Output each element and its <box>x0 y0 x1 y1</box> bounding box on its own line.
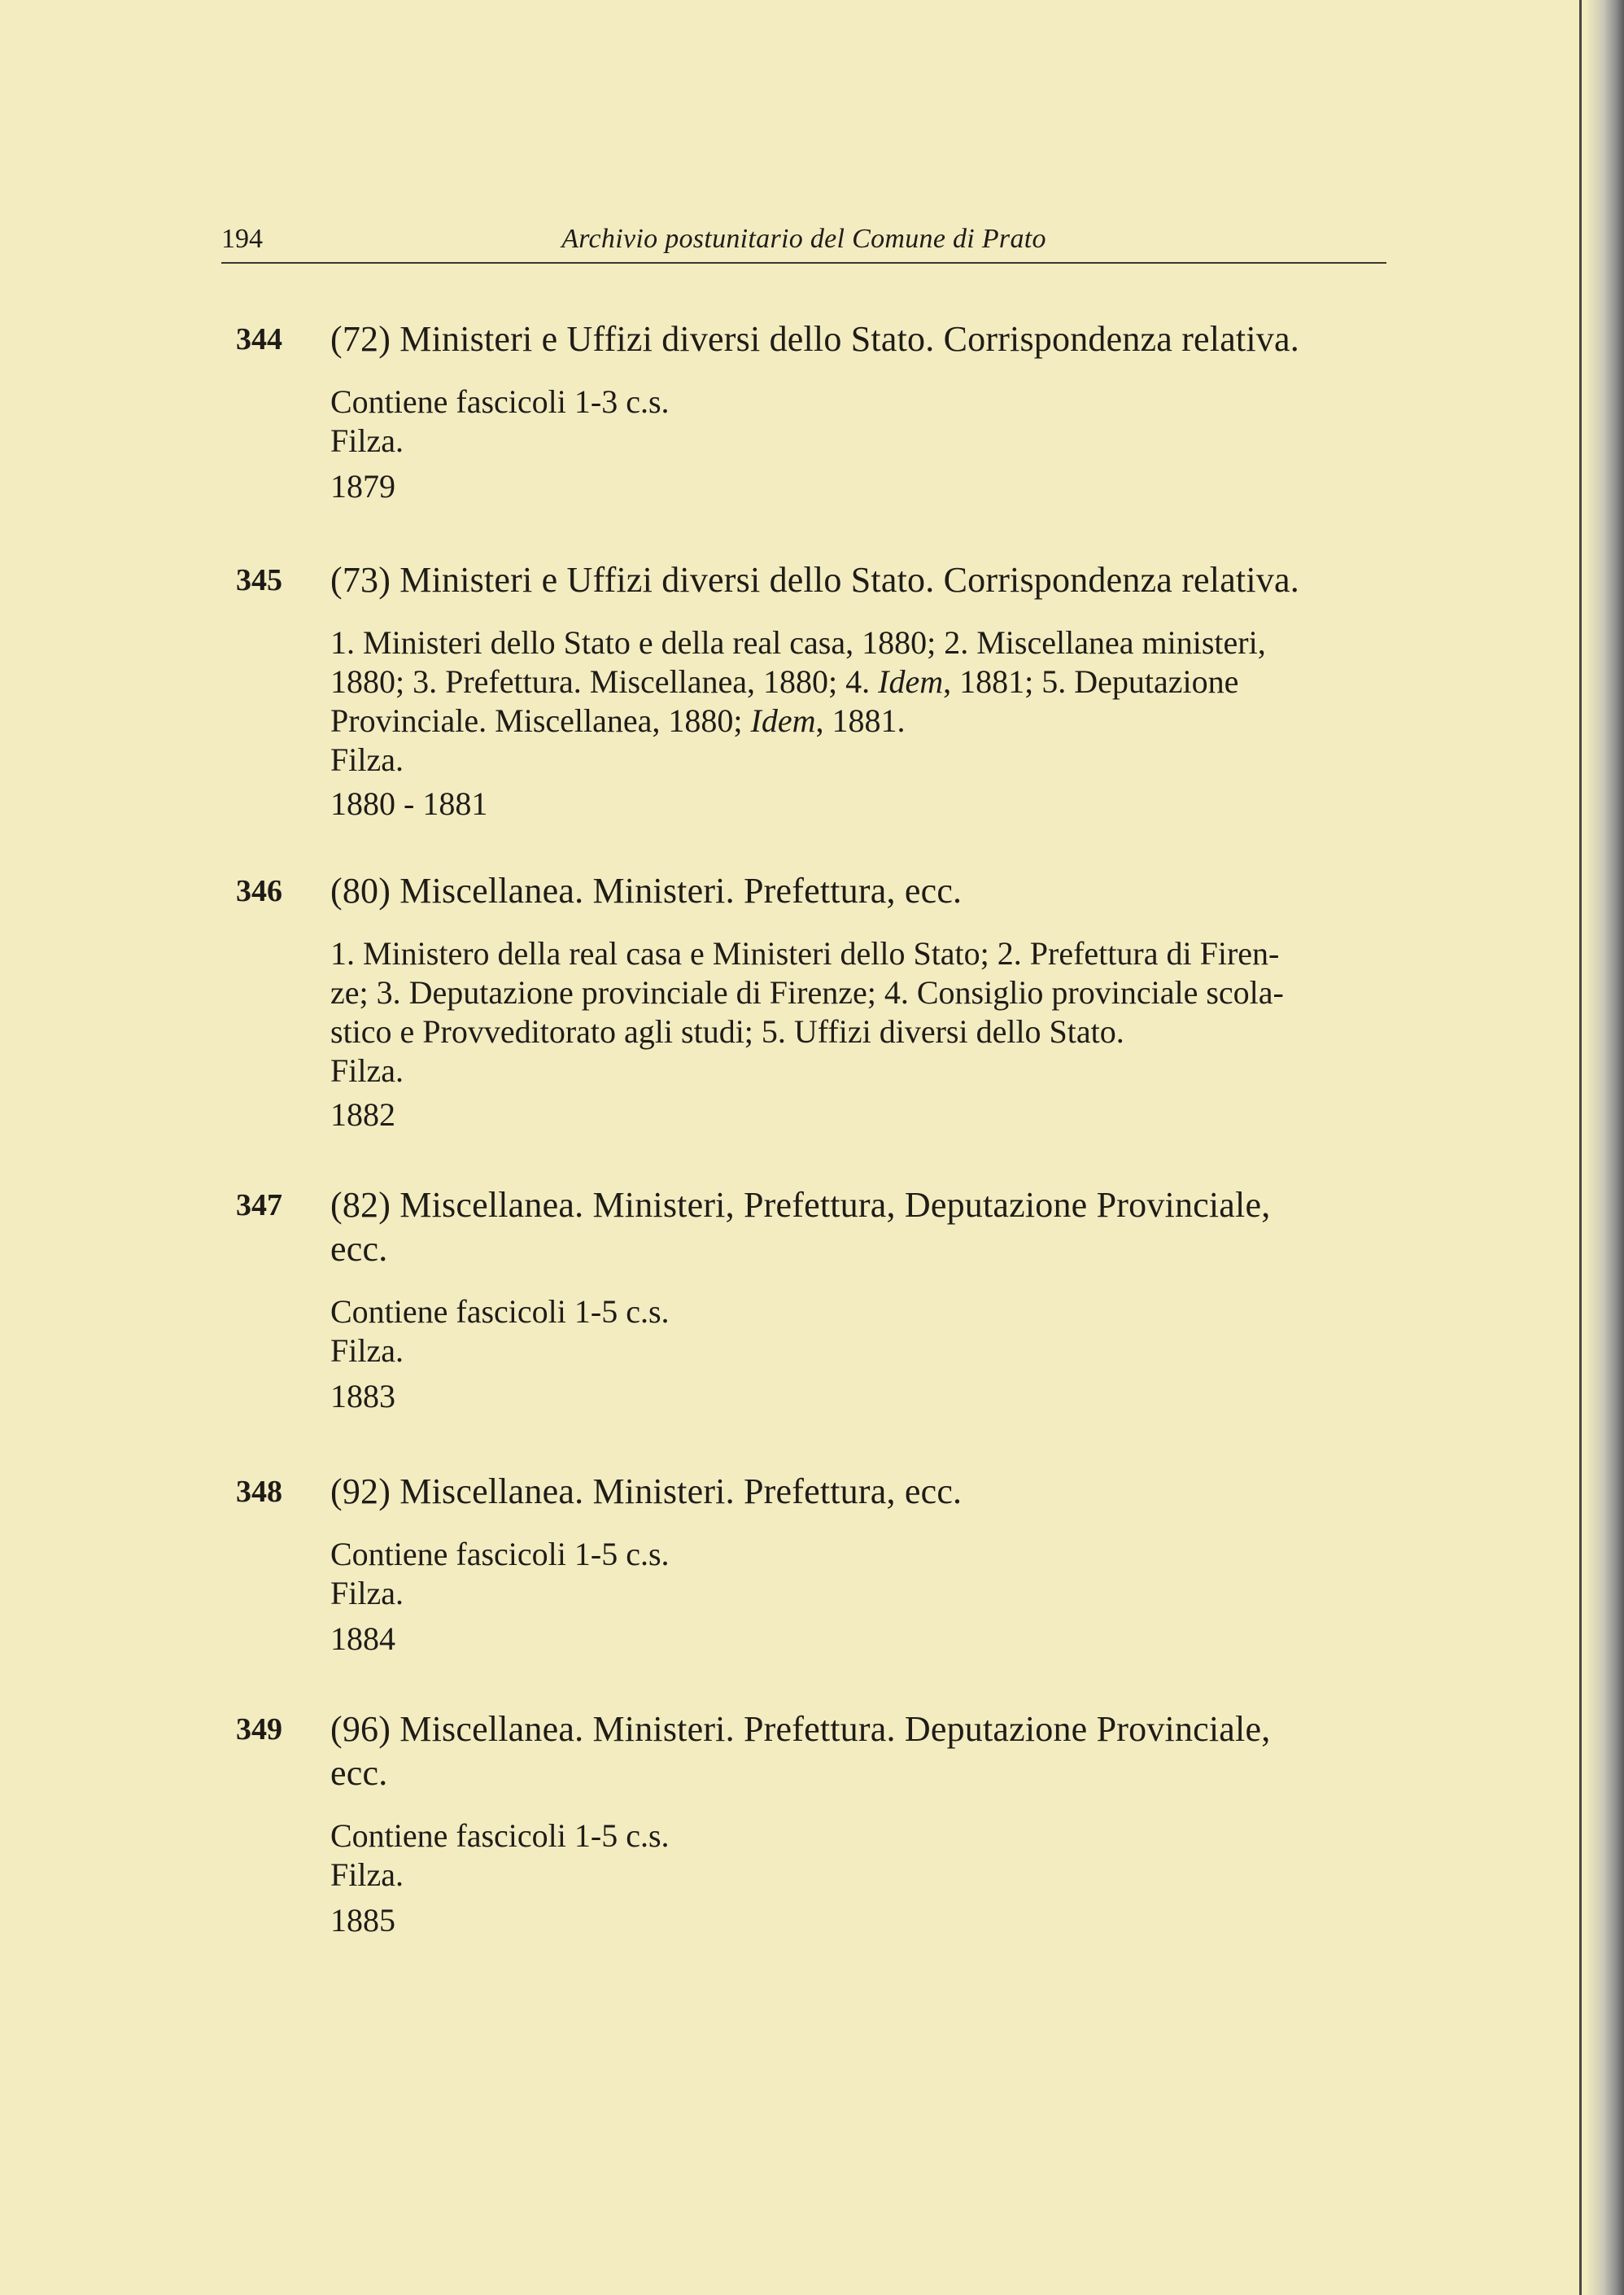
entry-date: 1884 <box>330 1620 395 1657</box>
entry-line: 1. Ministero della real casa e Ministeri dello Stato; 2. Prefettura di Firen- <box>330 935 1280 972</box>
title-line: (96) Miscellanea. Ministeri. Prefettura. Deputazione Provinciale, <box>330 1709 1271 1749</box>
entry-line: Contiene fascicoli 1-3 c.s. <box>330 383 670 420</box>
entry-title: (72) Ministeri e Uffizi diversi dello Stato. Corrispondenza relativa. <box>330 319 1299 359</box>
entry-line: Filza. <box>330 1052 404 1089</box>
entry-number: 347 <box>236 1188 282 1222</box>
entry-number: 348 <box>236 1475 282 1509</box>
entry-date: 1882 <box>330 1096 395 1133</box>
entry-line <box>330 662 1388 702</box>
entry-line: Contiene fascicoli 1-5 c.s. <box>330 1817 670 1854</box>
page-edge-line <box>1579 0 1582 2295</box>
title-line: (82) Miscellanea. Ministeri, Prefettura, Deputazione Provinciale, <box>330 1185 1271 1225</box>
entry-content <box>330 382 1388 461</box>
entry-content <box>330 1292 1388 1370</box>
entry-title: (92) Miscellanea. Ministeri. Prefettura, ecc. <box>330 1471 963 1511</box>
running-title: Archivio postunitario del Comune di Prato <box>561 224 1046 254</box>
entry-line: Filza. <box>330 741 404 778</box>
title-line: ecc. <box>330 1229 388 1269</box>
entry-line: stico e Provveditorato agli studi; 5. Uffizi diversi dello Stato. <box>330 1013 1124 1050</box>
entry-title <box>330 1183 1388 1271</box>
entry-line: Filza. <box>330 1332 404 1369</box>
entry-date: 1879 <box>330 468 395 505</box>
line-segment: Provinciale. Miscellanea, 1880; <box>330 702 751 739</box>
entry-content <box>330 934 1388 1091</box>
idem-italic: Idem <box>878 663 944 700</box>
line-segment: 1880; 3. Prefettura. Miscellanea, 1880; 4. <box>330 663 879 700</box>
entry-number: 346 <box>236 874 282 908</box>
entry-title: (80) Miscellanea. Ministeri. Prefettura, ecc. <box>330 871 963 911</box>
entry-line: Filza. <box>330 1856 404 1893</box>
entry-content <box>330 1816 1388 1895</box>
entry-line: 1. Ministeri dello Stato e della real casa, 1880; 2. Miscellanea ministeri, <box>330 624 1266 661</box>
entry-content <box>330 623 1388 780</box>
title-line: ecc. <box>330 1753 388 1793</box>
line-segment: , 1881. <box>815 702 906 739</box>
page-number: 194 <box>221 224 263 254</box>
entry-line: Contiene fascicoli 1-5 c.s. <box>330 1293 670 1330</box>
entry-date: 1885 <box>330 1902 395 1939</box>
entry-content <box>330 1535 1388 1613</box>
entry-line: Filza. <box>330 1575 404 1611</box>
page-header <box>221 221 1386 264</box>
line-segment: , 1881; 5. Deputazione <box>943 663 1239 700</box>
entry-number: 349 <box>236 1712 282 1746</box>
entry-line <box>330 702 1388 741</box>
page-edge-shadow <box>1587 0 1624 2295</box>
entry-number: 345 <box>236 563 282 597</box>
entry-number: 344 <box>236 322 282 356</box>
entry-title: (73) Ministeri e Uffizi diversi dello Stato. Corrispondenza relativa. <box>330 560 1299 600</box>
entry-line: ze; 3. Deputazione provinciale di Firenze; 4. Consiglio provinciale scola- <box>330 974 1284 1011</box>
entry-date: 1880 - 1881 <box>330 785 488 822</box>
idem-italic: Idem <box>750 702 816 739</box>
entry-line: Filza. <box>330 422 404 459</box>
entry-line: Contiene fascicoli 1-5 c.s. <box>330 1536 670 1572</box>
entry-date: 1883 <box>330 1378 395 1414</box>
entry-title <box>330 1707 1388 1795</box>
